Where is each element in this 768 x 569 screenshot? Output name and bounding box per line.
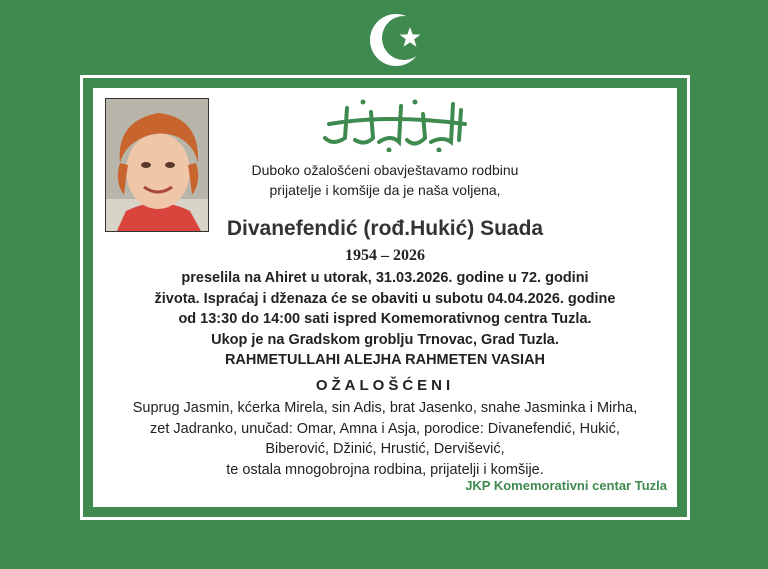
mourners-line: Suprug Jasmin, kćerka Mirela, sin Adis, brat Jasenko, snahe Jasminka i Mirha,	[132, 400, 638, 416]
life-years: 1954 – 2026	[345, 247, 425, 264]
intro-line: prijatelje i komšije da je naša voljena,	[269, 182, 501, 198]
mourners-line: zet Jadranko, unučad: Omar, Amna i Asja, porodice: Divanefendić, Hukić,	[150, 420, 620, 437]
intro-line: Duboko ožalošćeni obavještavamo rodbinu	[251, 162, 519, 178]
announcement-line: preselila na Ahiret u utorak, 31.03.2026. godine u 72. godini	[181, 270, 589, 286]
deceased-name: Divanefendić (rođ.Hukić) Suada	[226, 217, 544, 240]
intro-text	[93, 160, 677, 200]
mourners-list	[93, 398, 677, 480]
mourners-heading: OŽALOŠĆENI	[315, 377, 455, 394]
arabic-calligraphy	[319, 94, 469, 152]
announcement-text	[93, 268, 677, 371]
announcement-line: Ukop je na Gradskom groblju Trnovac, Grad Tuzla.	[211, 331, 559, 348]
announcement-line: od 13:30 do 14:00 sati ispred Komemorativnog centra Tuzla.	[178, 311, 592, 327]
mourners-line: te ostala mnogobrojna rodbina, prijatelji i komšije.	[226, 461, 544, 478]
notice-card	[93, 88, 677, 507]
crescent-star-icon	[368, 10, 428, 70]
mourners-line: Biberović, Džinić, Hrustić, Dervišević,	[265, 441, 505, 457]
footer-organization: JKP Komemorativni centar Tuzla	[465, 478, 667, 493]
announcement-line: života. Ispraćaj i dženaza će se obaviti u subotu 04.04.2026. godine	[154, 290, 616, 307]
announcement-line: RAHMETULLAHI ALEJHA RAHMETEN VASIAH	[224, 352, 546, 368]
